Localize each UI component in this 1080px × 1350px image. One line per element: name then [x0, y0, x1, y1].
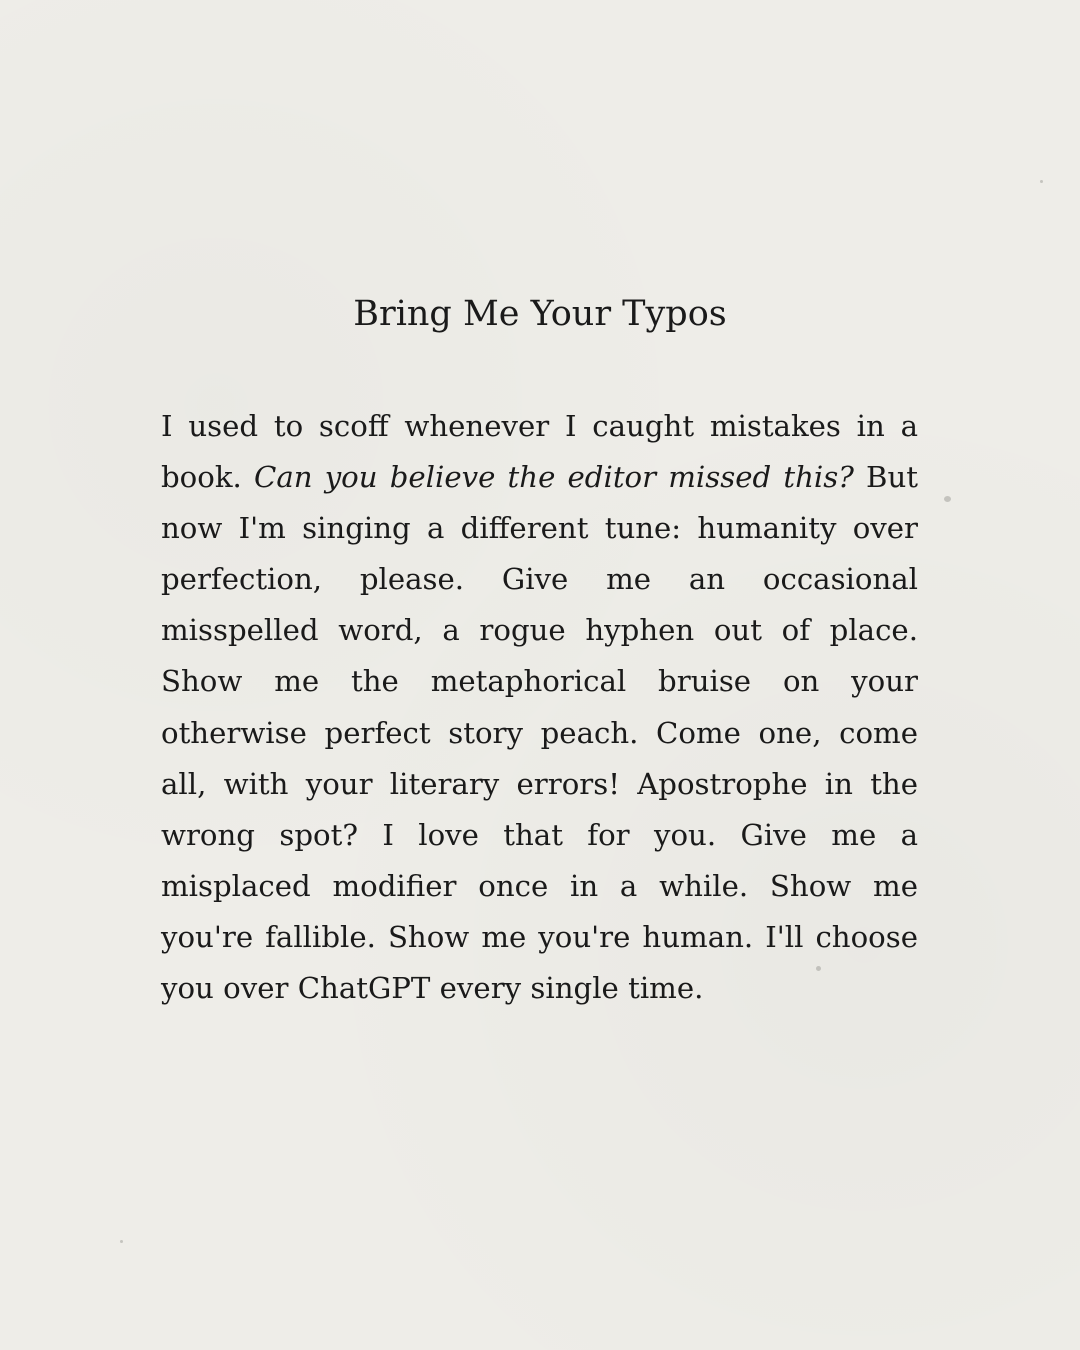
paper-speck: [944, 496, 951, 502]
body-rest: But now I'm singing a different tune: humanity over perfection, please. Give me an occasional misspelled word, a rogue hyphen out of place. Show me the metaphorical bruise on your otherwise perfect story peach. Come one, come all, with your literary errors! Apostrophe in the wrong spot? I love that for you. Give me a misplaced modifier once in a while. Show me you're fallible. Show me you're human. I'll choose you over ChatGPT every single time.: [161, 460, 919, 1006]
paper-speck: [1040, 180, 1043, 183]
paper-speck: [120, 1240, 123, 1243]
body-paragraph: [161, 401, 918, 1014]
body-intro: I used to scoff whenever I caught mistakes in a book.: [161, 409, 918, 495]
body-italic-quote: Can you believe the editor missed this?: [253, 460, 854, 495]
page-title: Bring Me Your Typos: [353, 294, 727, 334]
